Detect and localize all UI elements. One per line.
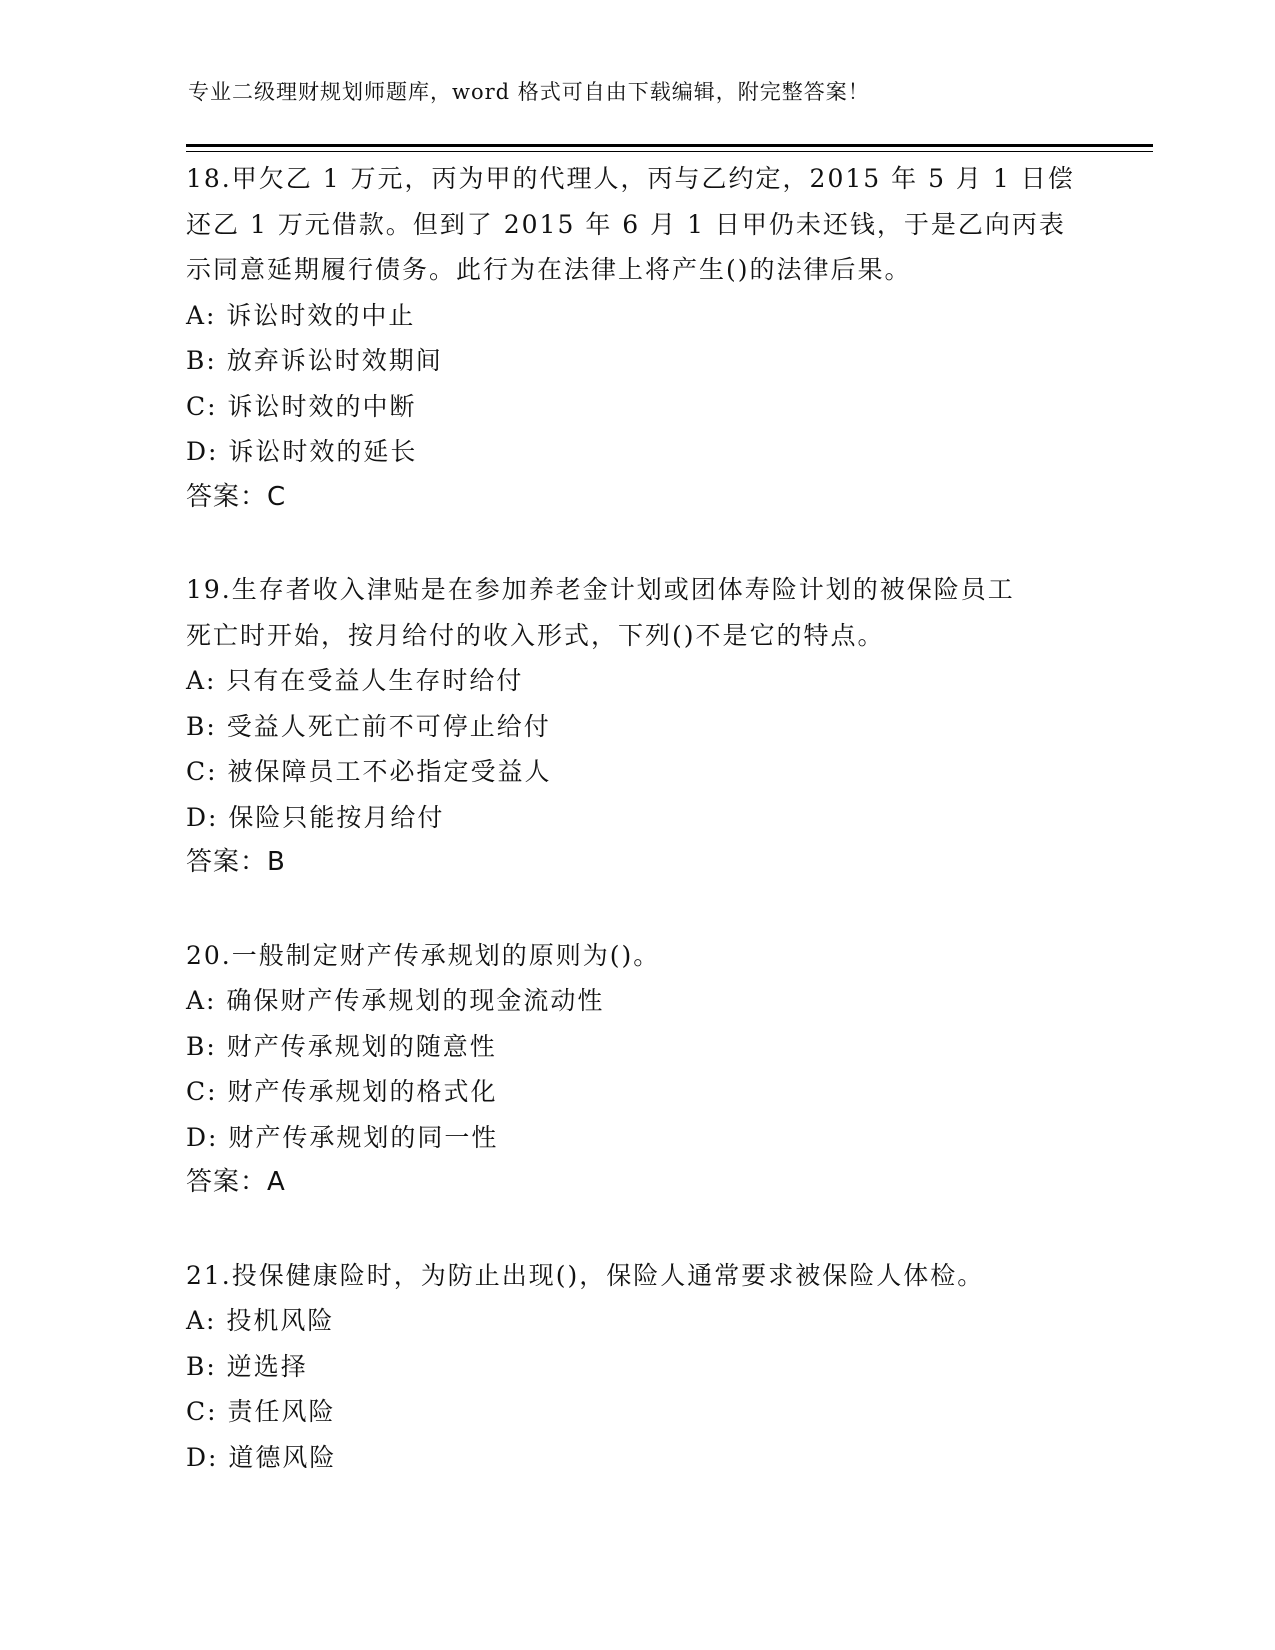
question-stem-line: 还乙 1 万元借款。但到了 2015 年 6 月 1 日甲仍未还钱，于是乙向丙表 [186,209,1066,239]
answer: 答案：C [186,481,287,512]
answer: 答案：A [186,1167,286,1197]
option-a: A: 只有在受益人生存时给付 [186,666,524,695]
answer: 答案：B [186,847,286,877]
question-20 [186,933,1086,1206]
question-21 [186,1253,1086,1481]
option-a: A: 投机风险 [186,1306,335,1335]
option-d: D: 诉讼时效的延长 [186,437,418,466]
question-stem-line: 18.甲欠乙 1 万元，丙为甲的代理人，丙与乙约定，2015 年 5 月 1 日偿 [186,164,1075,193]
option-d: D: 保险只能按月给付 [186,802,445,832]
page-header: 专业二级理财规划师题库，word 格式可自由下载编辑，附完整答案！ [188,80,870,104]
question-18 [186,156,1086,520]
question-stem-line: 示同意延期履行债务。此行为在法律上将产生()的法律后果。 [186,255,912,284]
option-c: C: 责任风险 [186,1397,336,1426]
option-a: A: 诉讼时效的中止 [186,300,416,330]
question-stem-line: 死亡时开始，按月给付的收入形式，下列()不是它的特点。 [186,620,885,650]
question-stem-line: 19.生存者收入津贴是在参加养老金计划或团体寿险计划的被保险员工 [186,575,1015,604]
option-a: A: 确保财产传承规划的现金流动性 [186,986,605,1015]
option-d: D: 财产传承规划的同一性 [186,1122,499,1152]
option-b: B: 财产传承规划的随意性 [186,1031,497,1061]
option-b: B: 逆选择 [186,1351,308,1381]
option-c: C: 诉讼时效的中断 [186,391,417,421]
question-19 [186,567,1086,886]
option-d: D: 道德风险 [186,1442,337,1472]
option-c: C: 被保障员工不必指定受益人 [186,757,552,786]
option-b: B: 受益人死亡前不可停止给付 [186,711,551,741]
header-rule-thick [186,144,1153,147]
question-list [186,156,1086,1527]
option-c: C: 财产传承规划的格式化 [186,1077,498,1106]
header-rule-thin [186,151,1153,152]
question-stem-line: 21.投保健康险时，为防止出现()，保险人通常要求被保险人体检。 [186,1260,985,1290]
question-stem-line: 20.一般制定财产传承规划的原则为()。 [186,940,661,970]
option-b: B: 放弃诉讼时效期间 [186,346,443,375]
